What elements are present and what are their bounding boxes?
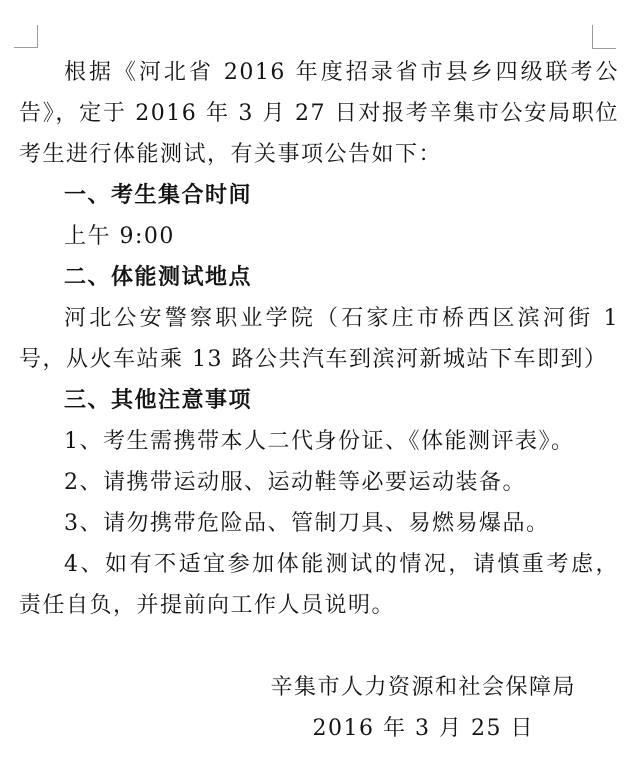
section1-heading: 一、考生集合时间 [64,182,253,208]
signature-block [19,667,619,749]
signature-inner [270,667,576,749]
section2-heading: 二、体能测试地点 [64,264,253,290]
section3-item-1: 1、考生需携带本人二代身份证、《体能测评表》。 [64,429,575,454]
section3-item-3: 3、请勿携带危险品、管制刀具、易燃易爆品。 [64,511,550,536]
issuing-authority: 辛集市人力资源和社会保障局 [270,675,576,700]
blank-line [19,626,619,667]
section3-item-4: 4、如有不适宜参加体能测试的情况，请慎重考虑，责任自负，并提前向工作人员说明。 [19,552,619,618]
intro-paragraph: 根据《河北省 2016 年度招录省市县乡四级联考公告》，定于 2016 年 3 月 27 日对报考辛集市公安局职位考生进行体能测试，有关事项公告如下： [19,60,619,167]
section3-heading: 三、其他注意事项 [64,387,253,413]
section3-item-2: 2、请携带运动服、运动鞋等必要运动装备。 [64,470,526,495]
section2-body: 河北公安警察职业学院（石家庄市桥西区滨河街 1 号，从火车站乘 13 路公共汽车到滨河新城站下车即到） [19,306,619,372]
section1-body: 上午 9:00 [64,224,175,249]
issue-date: 2016 年 3 月 25 日 [312,716,534,741]
